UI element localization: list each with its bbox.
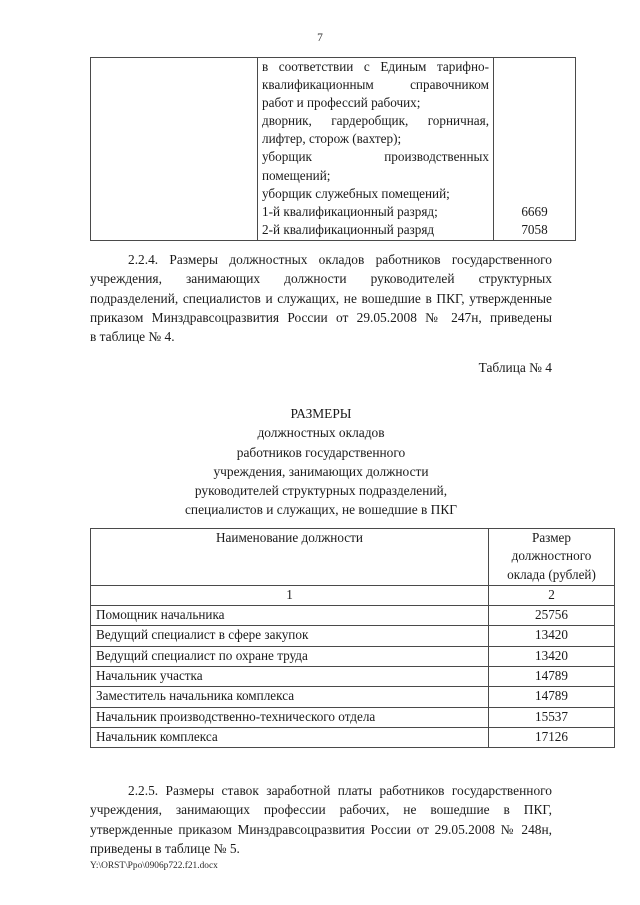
position-name: Заместитель начальника комплекса [91, 687, 489, 707]
salary-value: 13420 [489, 626, 615, 646]
salary-table-4 [90, 528, 615, 748]
position-name: Ведущий специалист по охране труда [91, 646, 489, 666]
paragraph-line: утвержденные приказом Минздравсоцразвития России от 29.05.2008 № 248н, [90, 821, 552, 837]
salary-value: 6669 [521, 203, 548, 219]
paragraph-2-2-4 [90, 250, 552, 346]
page-number: 7 [317, 32, 323, 44]
title-line: учреждения, занимающих должности [213, 463, 429, 479]
position-name: Начальник комплекса [91, 727, 489, 747]
paragraph-line: приведены в таблице № 5. [90, 840, 240, 856]
table-row [91, 727, 615, 747]
paragraph-line: подразделений, специалистов и служащих, не вошедшие в ПКГ, утвержденные [90, 290, 552, 306]
table-row [91, 626, 615, 646]
description-line: в соответствии с Единым тарифно- [262, 59, 489, 74]
title-line: специалистов и служащих, не вошедшие в ПКГ [184, 502, 458, 518]
continued-description-cell [258, 58, 494, 241]
title-line: РАЗМЕРЫ [290, 406, 352, 421]
description-line: уборщик производственных [262, 149, 489, 165]
salary-value: 13420 [489, 646, 615, 666]
position-name: Начальник участка [91, 667, 489, 687]
salary-value: 7058 [521, 221, 548, 237]
salary-value: 15537 [489, 707, 615, 727]
salary-value: 14789 [489, 687, 615, 707]
title-line: должностных окладов [257, 425, 385, 441]
salary-value: 14789 [489, 667, 615, 687]
header-line: Размер [531, 530, 571, 545]
continued-values-cell [494, 58, 576, 241]
title-line: работников государственного [236, 444, 406, 460]
header-position-name: Наименование должности [91, 529, 489, 586]
paragraph-line: в таблице № 4. [90, 329, 175, 345]
description-line: лифтер, сторож (вахтер); [262, 131, 402, 147]
table-row [91, 646, 615, 666]
table-row [91, 707, 615, 727]
header-line: должностного [511, 548, 592, 564]
paragraph-line: учреждения, занимающих профессии рабочих, не вошедшие в ПКГ, [90, 802, 552, 818]
paragraph-line: приказом Минздравсоцразвития России от 29.05.2008 № 247н, приведены [90, 309, 552, 325]
description-line: 1-й квалификационный разряд; [262, 203, 438, 219]
description-line: уборщик служебных помещений; [262, 185, 450, 201]
description-line: квалификационным справочником [262, 77, 489, 93]
continued-salary-table [90, 57, 576, 241]
table-row [91, 687, 615, 707]
table-row [91, 667, 615, 687]
header-line: оклада (рублей) [507, 566, 596, 582]
table-row [91, 606, 615, 626]
table-header-row [91, 529, 615, 586]
paragraph-line: 2.2.4. Размеры должностных окладов работников государственного [128, 252, 552, 267]
table-title-block [90, 404, 552, 520]
salary-value: 25756 [489, 606, 615, 626]
table-row [91, 58, 576, 241]
description-line: работ и профессий рабочих; [262, 95, 421, 111]
title-line: руководителей структурных подразделений, [194, 483, 448, 499]
description-line: дворник, гардеробщик, горничная, [262, 113, 489, 129]
header-salary-amount [489, 529, 615, 586]
continued-left-cell [91, 58, 258, 241]
column-number: 1 [91, 585, 489, 605]
position-name: Начальник производственно-технического отдела [91, 707, 489, 727]
paragraph-line: учреждения, занимающих должности руководителей структурных [90, 271, 552, 287]
paragraph-line: 2.2.5. Размеры ставок заработной платы работников государственного [128, 783, 552, 798]
position-name: Помощник начальника [91, 606, 489, 626]
salary-value: 17126 [489, 727, 615, 747]
description-line: 2-й квалификационный разряд [262, 221, 435, 237]
column-number: 2 [489, 585, 615, 605]
position-name: Ведущий специалист в сфере закупок [91, 626, 489, 646]
table-number-label: Таблица № 4 [478, 360, 552, 375]
footer-file-path: Y:\ORST\Ppo\0906p722.f21.docx [90, 861, 218, 871]
description-line: помещений; [262, 167, 331, 183]
paragraph-2-2-5 [90, 781, 552, 858]
table-column-number-row [91, 585, 615, 605]
